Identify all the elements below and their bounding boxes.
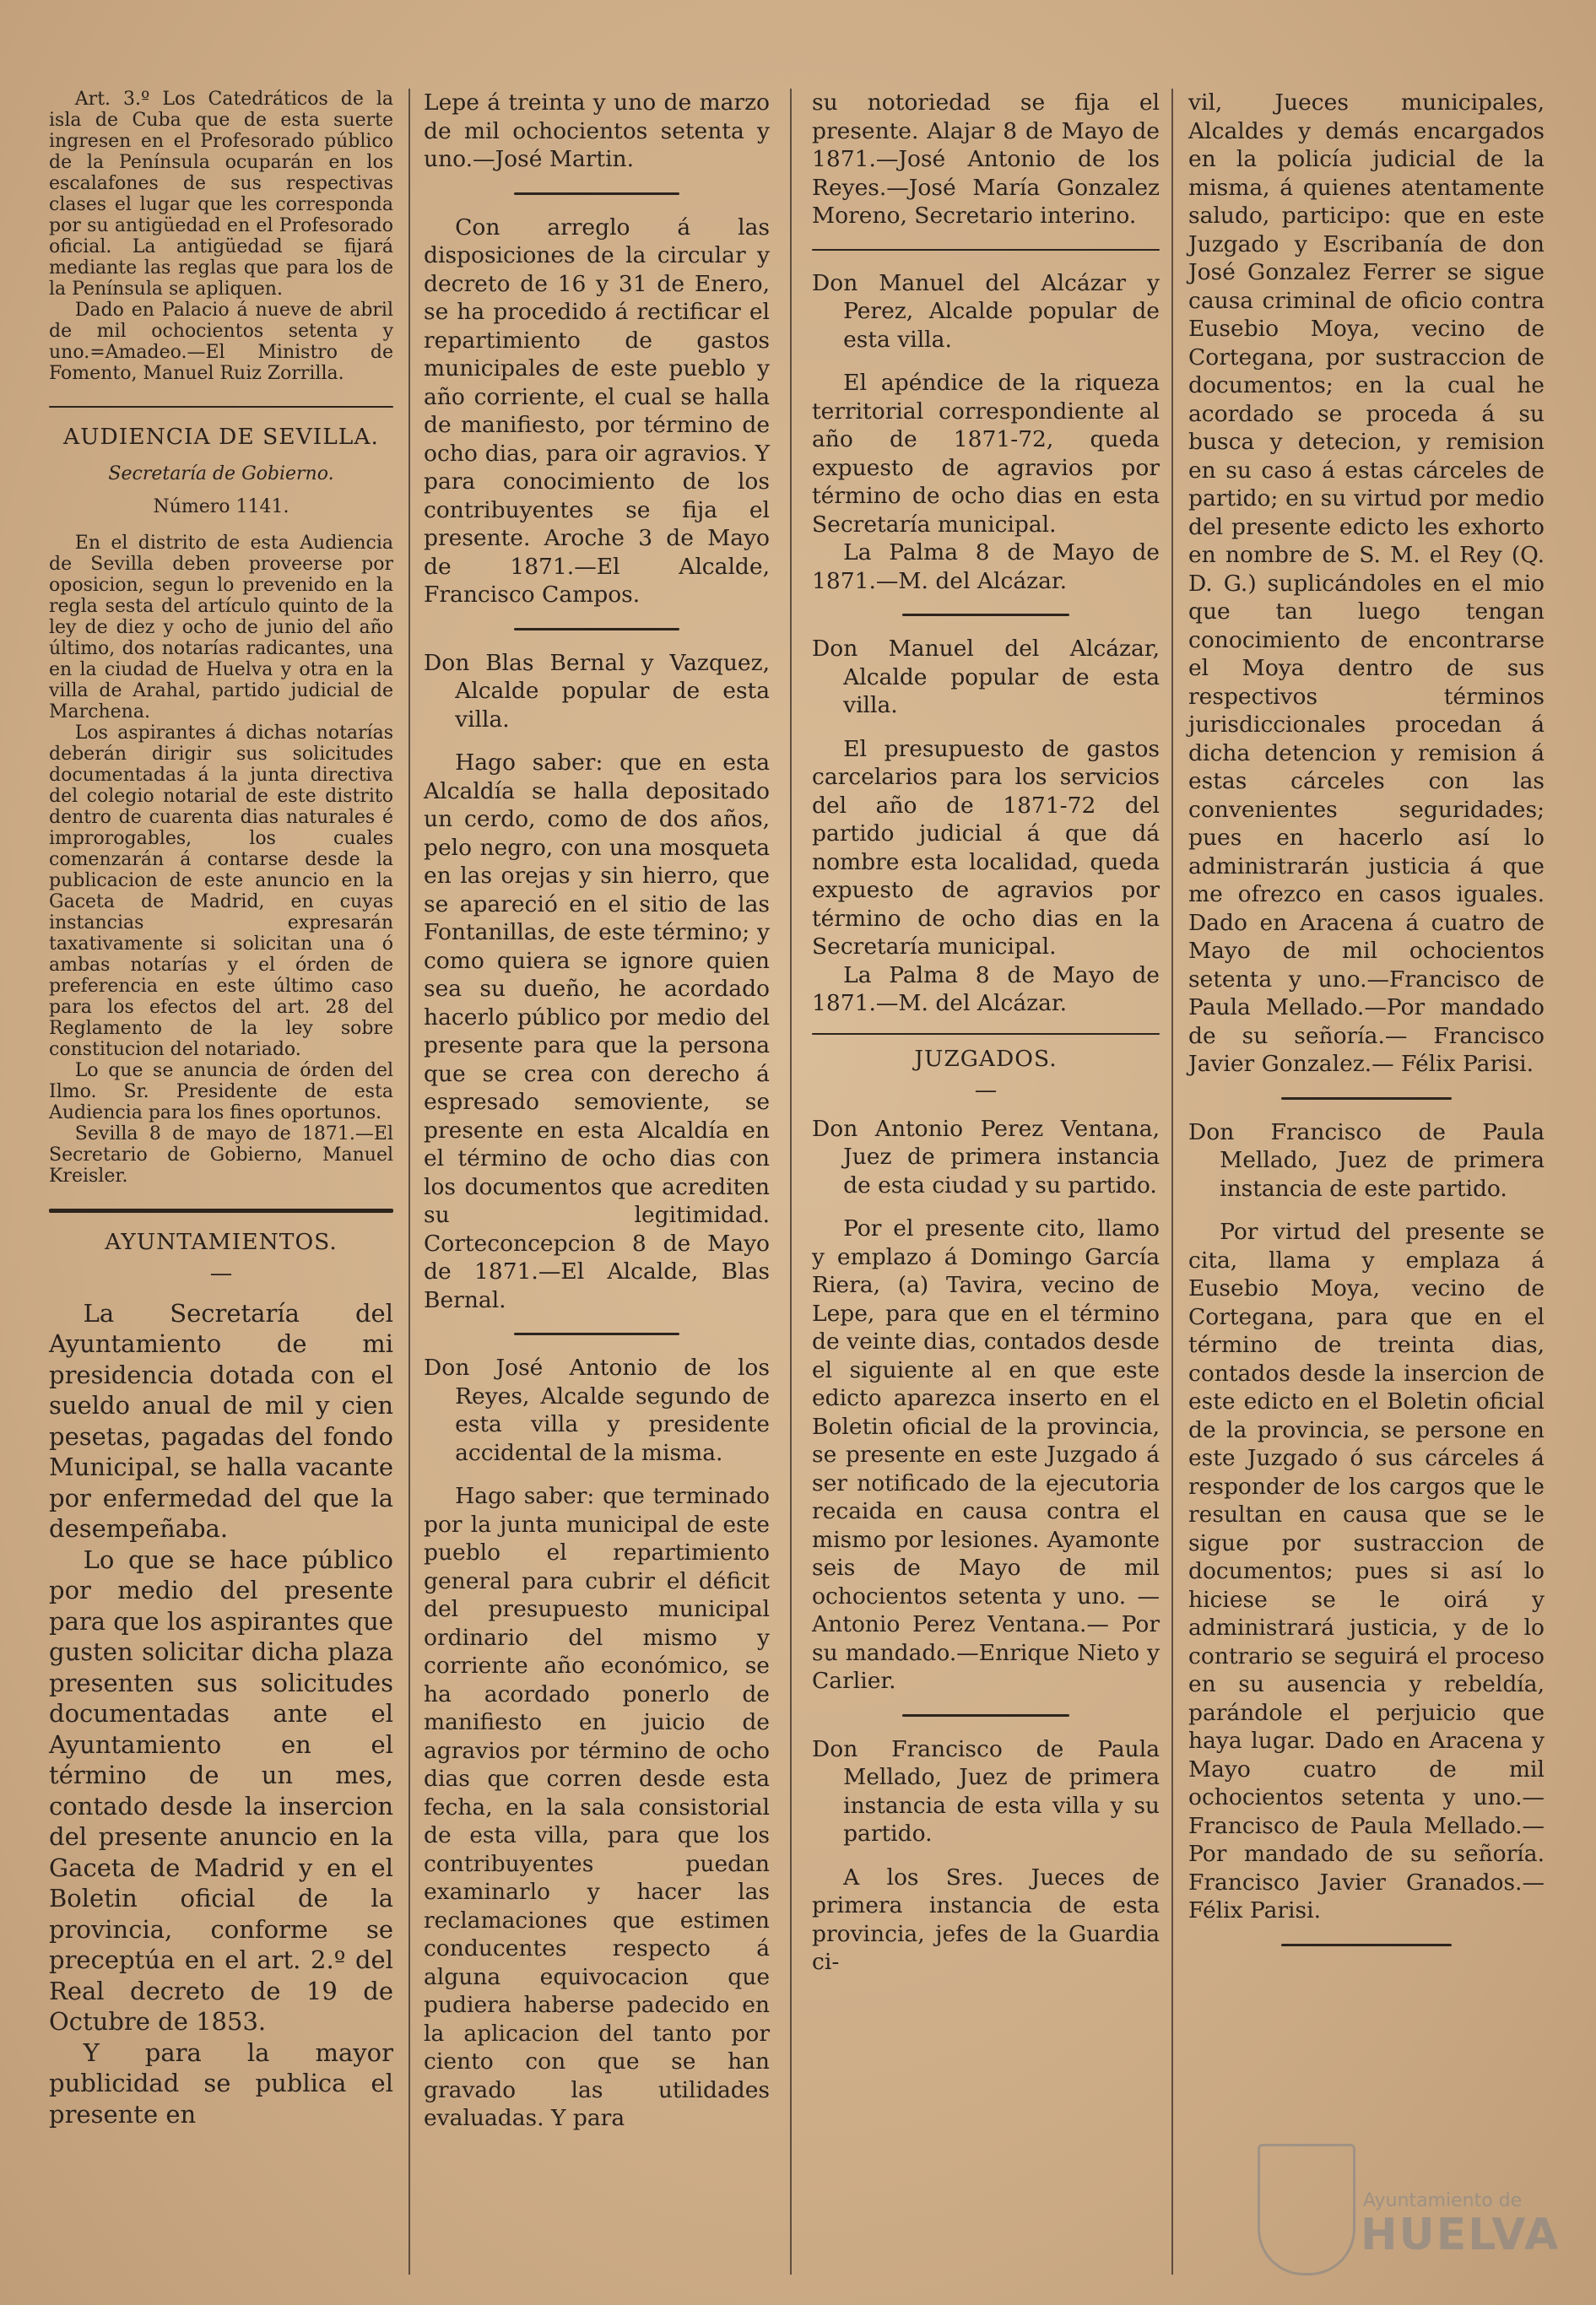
separator xyxy=(902,614,1069,616)
article-3: Art. 3.º Los Catedráticos de la isla de Cuba que de esta suerte ingresen en el Profesorado público de la Península ocuparán en los escalafones de sus respectivas clases el lugar que les corresponda por su antigüedad en el Profesorado oficial. La antigüedad se fijará mediante las reglas que para los de la Península se apliquen. xyxy=(49,89,393,300)
notice-number: Número 1141. xyxy=(153,495,289,517)
paragraph: A los Sres. Jueces de primera instancia de esta provincia, jefes de la Guardia ci- xyxy=(812,1864,1160,1975)
paragraph: su notoriedad se fija el presente. Alajar 8 de Mayo de 1871.—José Antonio de los Reyes.—José María Gonzalez Moreno, Secretario interino. xyxy=(812,89,1160,229)
watermark-line-1: Ayuntamiento de xyxy=(1363,2190,1523,2211)
paragraph: Lo que se anuncia de órden del Ilmo. Sr. Presidente de esta Audiencia para los fines oportunos. xyxy=(49,1059,393,1123)
separator xyxy=(514,628,680,630)
separator xyxy=(812,1033,1160,1035)
separator xyxy=(49,406,393,408)
notice-heading: Don Manuel del Alcázar y Perez, Alcalde popular de esta villa. xyxy=(812,269,1160,353)
notice-heading: Don Antonio Perez Ventana, Juez de primera instancia de esta ciudad y su partido. xyxy=(812,1115,1160,1198)
notice-heading: Don Francisco de Paula Mellado, Juez de primera instancia de esta villa y su partido. xyxy=(812,1735,1160,1847)
paragraph: vil, Jueces municipales, Alcaldes y demás encargados en la policía judicial de la misma, á quienes atentamente saludo, participo: que en este Juzgado y Escribanía de don José Gonzalez Ferrer se sigue causa criminal de oficio contra Eusebio Moya, vecino de Cortegana, por sustraccion de documentos; en la cual he acordado se proceda á su busca y detecion, y remision en su caso á estas cárceles de partido; en su virtud por medio del presente edicto les exhorto en nombre de S. M. el Rey (Q. D. G.) suplicándoles en el mio que tan luego tengan conocimiento de encontrarse el Moya dentro de sus respectivos términos jurisdiccionales procedan á dicha detencion y remision á estas cárceles con las convenientes seguridades; pues en hacerlo así lo administrarán justicia á que me ofrezco en casos iguales. Dado en Aracena á cuatro de Mayo de mil ochocientos setenta y uno.—Francisco de Paula Mellado.—Por mandado de su señoría.— Francisco Javier Gonzalez.— Félix Parisi. xyxy=(1188,89,1545,1077)
column-4 xyxy=(1188,89,1545,1965)
separator xyxy=(514,1333,680,1335)
separator xyxy=(49,1209,393,1213)
notice-heading: Don Blas Bernal y Vazquez, Alcalde popular de esta villa. xyxy=(424,649,770,733)
paragraph: El apéndice de la riqueza territorial correspondiente al año de 1871-72, queda expuesto de agravios por término de ocho dias en esta Secretaría municipal. xyxy=(812,370,1160,538)
coat-of-arms-icon xyxy=(1258,2144,1355,2275)
paragraph: Por el presente cito, llamo y emplazo á Domingo García Riera, (a) Tavira, vecino de Lepe, para que en el término de veinte dias, contados desde el siguiente al en que este edicto aparezca inserto en el Boletin oficial de la provincia, se presente en este Juzgado á ser notificado de la ejecutoria recaida en causa contra el mismo por lesiones. Ayamonte seis de Mayo de mil ochocientos setenta y uno. —Antonio Perez Ventana.— Por su mandado.—Enrique Nieto y Carlier. xyxy=(812,1215,1160,1694)
paragraph: Con arreglo á las disposiciones de la circular y decreto de 16 y 31 de Enero, se ha procedido á rectificar el repartimiento de gastos municipales de este pueblo y año corriente, el cual se halla de manifiesto, por término de ocho dias, para oir agravios. Y para conocimiento de los contribuyentes se fija el presente. Aroche 3 de Mayo de 1871.—El Alcalde, Francisco Campos. xyxy=(424,214,770,608)
separator xyxy=(1281,1097,1453,1100)
paragraph: Sevilla 8 de mayo de 1871.—El Secretario de Gobierno, Manuel Kreisler. xyxy=(49,1123,393,1187)
column-2 xyxy=(424,89,770,2133)
section-title-juzgados: JUZGADOS. xyxy=(914,1045,1058,1072)
paragraph: Y para la mayor publicidad se publica el presente en xyxy=(49,2037,393,2129)
paragraph: La Palma 8 de Mayo de 1871.—M. del Alcázar. xyxy=(812,539,1160,594)
decree-signature: Dado en Palacio á nueve de abril de mil ochocientos setenta y uno.=Amadeo.—El Ministro de Fomento, Manuel Ruiz Zorrilla. xyxy=(49,300,393,384)
watermark-line-2: HUELVA xyxy=(1361,2210,1561,2260)
paragraph: En el distrito de esta Audiencia de Sevilla deben proveerse por oposicion, segun lo prevenido en la regla sesta del artículo quinto de la ley de diez y ocho de junio del año último, dos notarías radicantes, una en la ciudad de Huelva y otra en la villa de Arahal, partido judicial de Marchena. xyxy=(49,532,393,722)
paragraph: Hago saber: que en esta Alcaldía se halla depositado un cerdo, como de dos años, pelo negro, con una mosqueta en las orejas y sin hierro, que se apareció en el sitio de las Fontanillas, de este término; y como quiera se ignore quien sea su dueño, he acordado hacerlo público por medio del presente para que la persona que se crea con derecho á espresado semoviente, se presente en esta Alcaldía en el término de ocho dias con los documentos que acrediten su legitimidad. Corteconcepcion 8 de Mayo de 1871.—El Alcalde, Blas Bernal. xyxy=(424,749,770,1313)
notice-heading: Don Manuel del Alcázar, Alcalde popular de esta villa. xyxy=(812,636,1160,718)
section-title-ayuntamientos: AYUNTAMIENTOS. xyxy=(105,1228,338,1255)
separator xyxy=(902,1714,1069,1717)
column-rule xyxy=(1171,89,1173,2275)
notice-heading: Don Francisco de Paula Mellado, Juez de primera instancia de este partido. xyxy=(1188,1118,1545,1202)
column-rule xyxy=(790,89,792,2275)
section-title-audiencia: AUDIENCIA DE SEVILLA. xyxy=(63,424,379,450)
section-subtitle: Secretaría de Gobierno. xyxy=(108,463,334,484)
column-rule xyxy=(408,89,410,2275)
paragraph: Lo que se hace público por medio del presente para que los aspirantes que gusten solicitar dicha plaza presenten sus solicitudes documentadas ante el Ayuntamiento en el término de un mes, contado desde la insercion del presente anuncio en la Gaceta de Madrid y en el Boletin oficial de la provincia, conforme se preceptúa en el art. 2.º del Real decreto de 19 de Octubre de 1853. xyxy=(49,1545,393,2036)
column-3 xyxy=(812,89,1160,1977)
ayuntamiento-huelva-watermark xyxy=(1258,2144,1561,2279)
title-dash: — xyxy=(974,1077,998,1103)
paragraph: El presupuesto de gastos carcelarios para los servicios del año de 1871-72 del partido judicial á que dá nombre esta localidad, queda expuesto de agravios por término de ocho dias en la Secretaría municipal. xyxy=(812,735,1160,960)
separator xyxy=(1281,1944,1453,1946)
separator xyxy=(514,192,680,195)
paragraph: Por virtud del presente se cita, llama y emplaza á Eusebio Moya, vecino de Cortegana, para que en el término de treinta dias, contados desde la insercion de este edicto en el Boletin oficial de la provincia, se persone en este Juzgado ó sus cárceles á responder de los cargos que le resultan en causa que se le sigue por sustraccion de documentos; pues si así lo hiciese se le oirá y administrará justicia, y de lo contrario se seguirá el proceso en su ausencia y rebeldía, parándole el perjuicio que haya lugar. Dado en Aracena y Mayo cuatro de mil ochocientos setenta y uno.—Francisco de Paula Mellado.—Por mandado de su señoría. Francisco Javier Granados.—Félix Parisi. xyxy=(1188,1219,1545,1924)
title-dash: — xyxy=(209,1260,233,1286)
paragraph: Hago saber: que terminado por la junta municipal de este pueblo el repartimiento general para cubrir el déficit del presupuesto municipal ordinario del mismo y corriente año económico, se ha acordado ponerlo de manifiesto en juicio de agravios por término de ocho dias que corren desde esta fecha, en la sala consistorial de esta villa, para que los contribuyentes puedan examinarlo y hacer las reclamaciones que estimen conducentes respecto á alguna equivocacion que pudiera haberse padecido en la aplicacion del tanto por ciento con que se han gravado las utilidades evaluadas. Y para xyxy=(424,1483,770,2131)
paragraph: La Secretaría del Ayuntamiento de mi presidencia dotada con el sueldo anual de mil y cien pesetas, pagadas del fondo Municipal, se halla vacante por enfermedad del que la desempeñaba. xyxy=(49,1298,393,1543)
paragraph: La Palma 8 de Mayo de 1871.—M. del Alcázar. xyxy=(812,961,1160,1016)
notice-heading: Don José Antonio de los Reyes, Alcalde segundo de esta villa y presidente accidental de la misma. xyxy=(424,1355,770,1466)
paragraph: Los aspirantes á dichas notarías deberán dirigir sus solicitudes documentadas á la junta directiva del colegio notarial de este distrito dentro de cuarenta dias naturales é improrogables, los cuales comenzarán á contarse desde la publicacion de este anuncio en la Gaceta de Madrid, en cuyas instancias expresarán taxativamente si solicitan una ó ambas notarías y el órden de preferencia en este último caso para los efectos del art. 28 del Reglamento de la ley sobre constitucion del notariado. xyxy=(49,722,393,1060)
paragraph: Lepe á treinta y uno de marzo de mil ochocientos setenta y uno.—José Martin. xyxy=(424,89,770,172)
separator xyxy=(812,249,1160,251)
column-1 xyxy=(49,89,393,2129)
